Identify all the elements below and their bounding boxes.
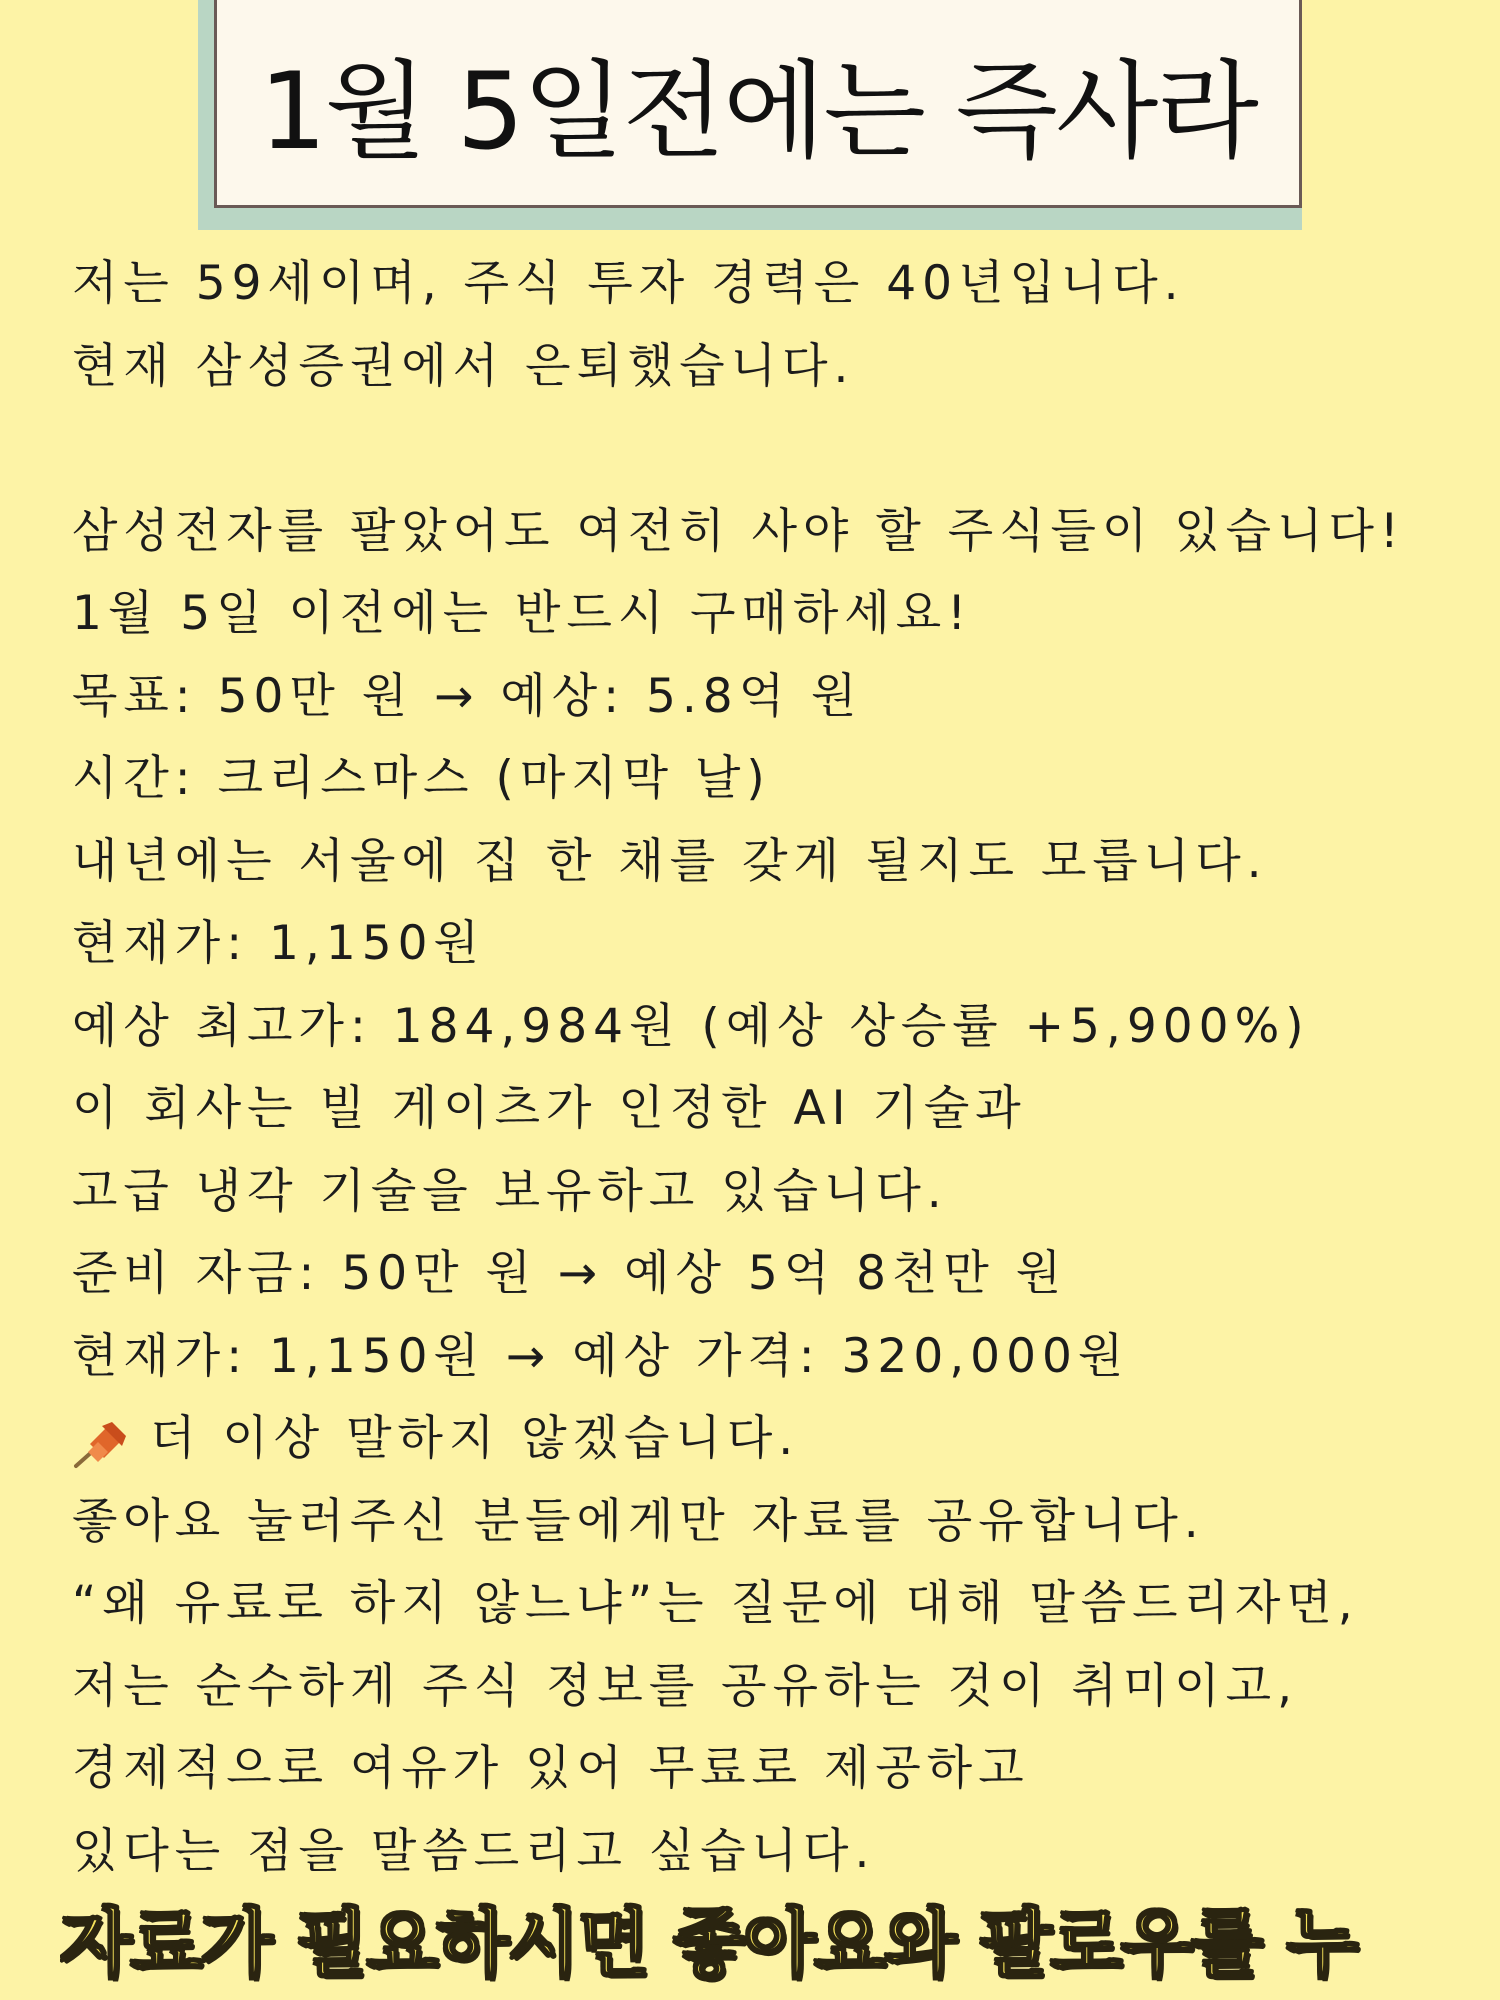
- body-line: 예상 최고가: 184,984원 (예상 상승률 +5,900%): [72, 998, 1310, 1054]
- body-line: 저는 순수하게 주식 정보를 공유하는 것이 취미이고,: [72, 1658, 1299, 1714]
- body-line: 현재가: 1,150원: [72, 916, 485, 971]
- body-line: 좋아요 눌러주신 분들에게만 자료를 공유합니다.: [72, 1493, 1205, 1549]
- body-line: 준비 자금: 50만 원 → 예상 5억 8천만 원: [72, 1246, 1068, 1301]
- body-line-with-pin: [72, 1398, 1482, 1481]
- body-line: 목표: 50만 원 → 예상: 5.8억 원: [72, 668, 863, 724]
- body-line: 시간: 크리스마스 (마지막 날): [72, 751, 771, 806]
- body-line: “왜 유료로 하지 않느냐”는 질문에 대해 말씀드리자면,: [72, 1576, 1359, 1631]
- body-line: 저는 59세이며, 주식 투자 경력은 40년입니다.: [72, 256, 1185, 311]
- bottom-banner-text: 자료가 필요하시면 좋아요와 팔로우를 누: [60, 1901, 1358, 1987]
- body-line: 1월 5일 이전에는 반드시 구매하세요!: [72, 586, 973, 641]
- body-line: 현재가: 1,150원 → 예상 가격: 320,000원: [72, 1328, 1130, 1384]
- blank-line: [72, 408, 1482, 491]
- body-line: 경제적으로 여유가 있어 무료로 제공하고: [72, 1741, 1030, 1796]
- page-title: 1월 5일전에는 즉사라: [259, 49, 1257, 173]
- body-line: 고급 냉각 기술을 보유하고 있습니다.: [72, 1163, 948, 1219]
- body-line-text: 더 이상 말하지 않겠습니다.: [150, 1411, 800, 1466]
- body-line: 삼성전자를 팔았어도 여전히 사야 할 주식들이 있습니다!: [72, 503, 1405, 559]
- pushpin-icon: [72, 1414, 128, 1462]
- post-body: [72, 243, 1482, 1893]
- body-line: 내년에는 서울에 집 한 채를 갖게 될지도 모릅니다.: [72, 833, 1268, 889]
- body-line: 이 회사는 빌 게이츠가 인정한 AI 기술과: [72, 1081, 1027, 1136]
- title-box: [214, 0, 1302, 208]
- body-line: 있다는 점을 말씀드리고 싶습니다.: [72, 1823, 876, 1879]
- body-line: 현재 삼성증권에서 은퇴했습니다.: [72, 338, 855, 394]
